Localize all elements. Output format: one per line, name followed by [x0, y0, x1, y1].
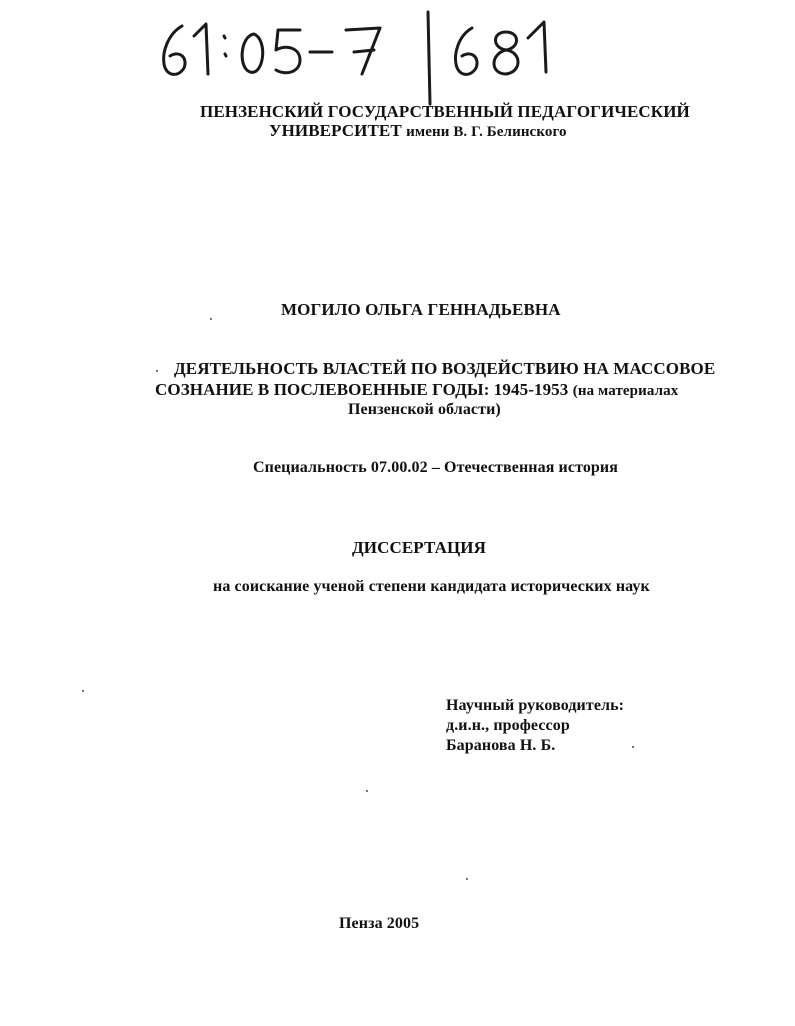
scan-speck [632, 746, 634, 748]
degree-line: на соискание ученой степени кандидата исторических наук [213, 578, 650, 595]
supervisor-degree: д.и.н., профессор [446, 717, 570, 734]
scan-speck [156, 370, 158, 372]
title-line-2-main: СОЗНАНИЕ В ПОСЛЕВОЕННЫЕ ГОДЫ: 1945-1953 [155, 380, 569, 399]
university-named-after: имени В. Г. Белинского [406, 124, 567, 140]
scan-speck [466, 878, 468, 880]
university-name-line-2 [269, 121, 567, 141]
document-type: ДИССЕРТАЦИЯ [352, 538, 486, 557]
title-line-3: Пензенской области) [348, 401, 501, 418]
title-line-1: ДЕЯТЕЛЬНОСТЬ ВЛАСТЕЙ ПО ВОЗДЕЙСТВИЮ НА МАССОВОЕ [174, 359, 716, 378]
city-year: Пенза 2005 [339, 915, 420, 932]
supervisor-name: Баранова Н. Б. [446, 737, 556, 754]
title-line-2 [155, 380, 678, 400]
scan-speck [366, 790, 368, 792]
scan-speck [82, 690, 84, 692]
university-name-line-1: ПЕНЗЕНСКИЙ ГОСУДАРСТВЕННЫЙ ПЕДАГОГИЧЕСКИЙ [200, 102, 690, 121]
university-word: УНИВЕРСИТЕТ [269, 121, 402, 140]
title-line-2-note: (на материалах [572, 383, 679, 399]
supervisor-label: Научный руководитель: [446, 697, 625, 714]
author-name: МОГИЛО ОЛЬГА ГЕННАДЬЕВНА [281, 300, 561, 319]
handwritten-catalog-number [150, 8, 570, 108]
scan-speck [210, 318, 212, 320]
specialty: Специальность 07.00.02 – Отечественная история [253, 459, 618, 476]
